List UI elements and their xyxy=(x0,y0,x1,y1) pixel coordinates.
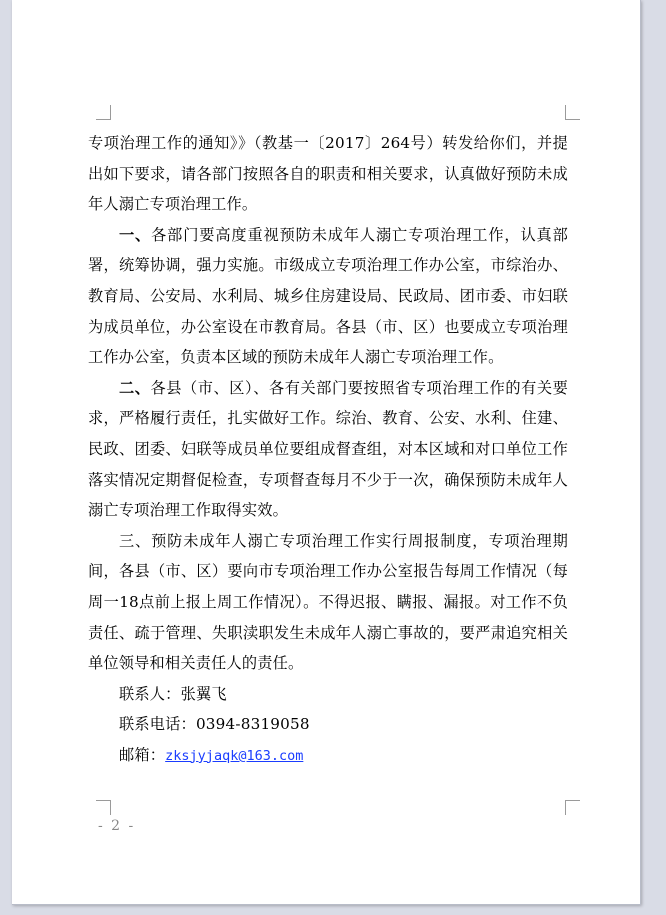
margin-corner-bottom-left xyxy=(96,800,111,815)
margin-corner-top-right xyxy=(565,105,580,120)
margin-corner-bottom-right xyxy=(565,800,580,815)
contact-person-line xyxy=(88,679,568,710)
item-one-paragraph xyxy=(88,220,568,373)
contact-person-name: 张翼飞 xyxy=(180,684,227,703)
contact-phone-number: 0394-8319058 xyxy=(195,715,310,734)
contact-email-label: 邮箱： xyxy=(119,745,166,764)
item-one-text: 各部门要高度重视预防未成年人溺亡专项治理工作，认真部署，统筹协调，强力实施。市级成立专项治理工作办公室，市综治办、教育局、公安局、水利局、城乡住房建设局、民政局、团市委、市妇联为成员单位，办公室设在市教育局。各县（市、区）也要成立专项治理工作办公室，负责本区域的预防未成年人溺亡专项治理工作。 xyxy=(88,225,568,367)
contact-email-line xyxy=(88,740,568,772)
item-one-number: 一、 xyxy=(119,225,152,244)
item-three-paragraph xyxy=(88,526,568,679)
item-two-paragraph xyxy=(88,373,568,526)
margin-corner-top-left xyxy=(96,105,111,120)
item-two-number: 二、 xyxy=(119,378,151,397)
item-three-number: 三、 xyxy=(119,531,152,550)
page-number: - 2 - xyxy=(98,818,136,834)
contact-phone-label: 联系电话： xyxy=(119,715,196,734)
contact-phone-line xyxy=(88,709,568,740)
item-two-text: 各县（市、区）、各有关部门要按照省专项治理工作的有关要求，严格履行责任，扎实做好工作。综治、教育、公安、水利、住建、民政、团委、妇联等成员单位要组成督查组，对本区域和对口单位工作落实情况定期督促检查，专项督查每月不少于一次，确保预防未成年人溺亡专项治理工作取得实效。 xyxy=(88,378,568,520)
contact-email-link[interactable]: zksjyjaqk@163.com xyxy=(165,747,304,764)
item-three-text: 预防未成年人溺亡专项治理工作实行周报制度，专项治理期间，各县（市、区）要向市专项治理工作办公室报告每周工作情况（每周一18点前上报上周工作情况）。不得迟报、瞒报、漏报。对工作不负责任、疏于管理、失职渎职发生未成年人溺亡事故的，要严肃追究相关单位领导和相关责任人的责任。 xyxy=(88,531,568,673)
document-body xyxy=(88,128,568,771)
contact-person-label: 联系人： xyxy=(119,684,181,703)
intro-paragraph: 专项治理工作的通知》》（教基一〔2017〕264号）转发给你们，并提出如下要求，请各部门按照各自的职责和相关要求，认真做好预防未成年人溺亡专项治理工作。 xyxy=(88,134,568,214)
